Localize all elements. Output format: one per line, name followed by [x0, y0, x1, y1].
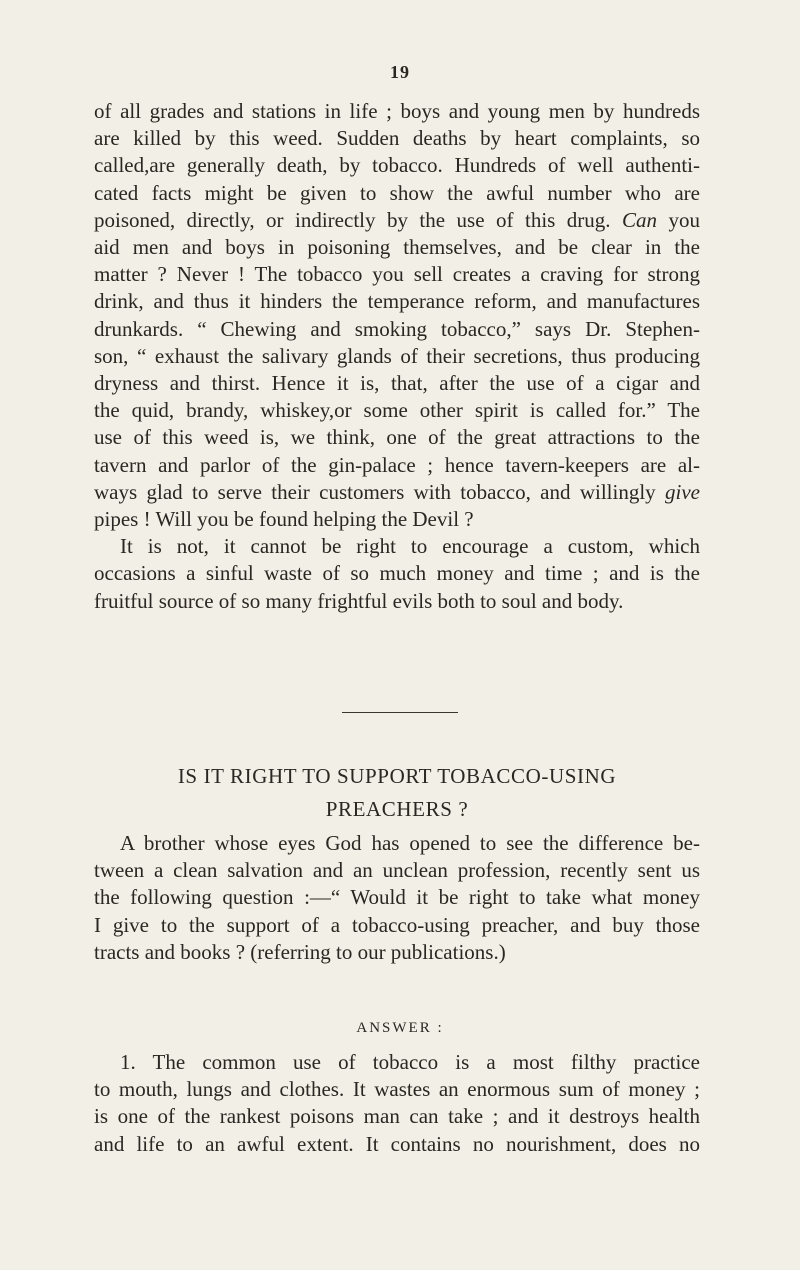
body-text-block-3 — [94, 1049, 700, 1158]
text-line: matter ? Never ! The tobacco you sell creates a craving for strong — [94, 262, 700, 287]
heading-line: PREACHERS ? — [325, 797, 469, 821]
text-line: I give to the support of a tobacco-using preacher, and buy those — [94, 912, 700, 937]
heading-line: IS IT RIGHT TO SUPPORT TOBACCO-USING — [177, 764, 617, 788]
text-line: son, “ exhaust the salivary glands of their secretions, thus producing — [94, 343, 700, 368]
text-line-with-italic — [94, 479, 700, 506]
body-text-block-2 — [94, 830, 700, 966]
body-text-block-1 — [94, 98, 700, 615]
text-fragment: ways glad to serve their customers with tobacco, and willingly — [94, 479, 656, 504]
section-divider — [342, 712, 458, 713]
text-line: fruitful source of so many frightful evils both to soul and body. — [94, 588, 624, 613]
text-line: and life to an awful extent. It contains no nourishment, does no — [94, 1131, 700, 1156]
text-fragment: you — [657, 207, 701, 232]
italic-word-can: Can — [622, 207, 658, 232]
text-line: tavern and parlor of the gin-palace ; hence tavern-keepers are al- — [94, 452, 700, 477]
text-line: the following question :—“ Would it be right to take what money — [94, 885, 700, 910]
page-number: 19 — [390, 62, 410, 82]
text-line: tween a clean salvation and an unclean profession, recently sent us — [94, 858, 700, 883]
text-line: the quid, brandy, whiskey,or some other spirit is called for.” The — [94, 398, 700, 423]
text-line: called,are generally death, by tobacco. Hundreds of well authenti- — [94, 153, 700, 178]
text-fragment: poisoned, directly, or indirectly by the use of this drug. — [94, 207, 611, 232]
text-line: to mouth, lungs and clothes. It wastes an enormous sum of money ; — [94, 1077, 700, 1102]
text-line: are killed by this weed. Sudden deaths by heart complaints, so — [94, 126, 700, 151]
text-line: tracts and books ? (referring to our publications.) — [94, 939, 506, 964]
text-line: is one of the rankest poisons man can take ; and it destroys health — [94, 1104, 700, 1129]
text-line: cated facts might be given to show the awful number who are — [94, 180, 700, 205]
text-line: pipes ! Will you be found helping the Devil ? — [94, 507, 474, 532]
text-line: drunkards. “ Chewing and smoking tobacco,” says Dr. Stephen- — [94, 316, 700, 341]
text-line-with-italic — [94, 207, 700, 234]
text-line: use of this weed is, we think, one of the great attractions to the — [94, 425, 700, 450]
text-line: aid men and boys in poisoning themselves, and be clear in the — [94, 235, 700, 260]
text-line: drink, and thus it hinders the temperance reform, and manufactures — [94, 289, 700, 314]
text-line: of all grades and stations in life ; boys and young men by hundreds — [94, 99, 700, 123]
text-line: A brother whose eyes God has opened to see the difference be- — [120, 831, 700, 855]
text-line: It is not, it cannot be right to encourage a custom, which — [120, 534, 700, 559]
text-line: 1. The common use of tobacco is a most filthy practice — [120, 1050, 700, 1074]
answer-label: ANSWER : — [356, 1020, 444, 1036]
text-line: occasions a sinful waste of so much money and time ; and is the — [94, 561, 700, 586]
text-line: dryness and thirst. Hence it is, that, after the use of a cigar and — [94, 371, 700, 396]
section-heading — [94, 760, 700, 826]
italic-word-give: give — [665, 479, 700, 504]
